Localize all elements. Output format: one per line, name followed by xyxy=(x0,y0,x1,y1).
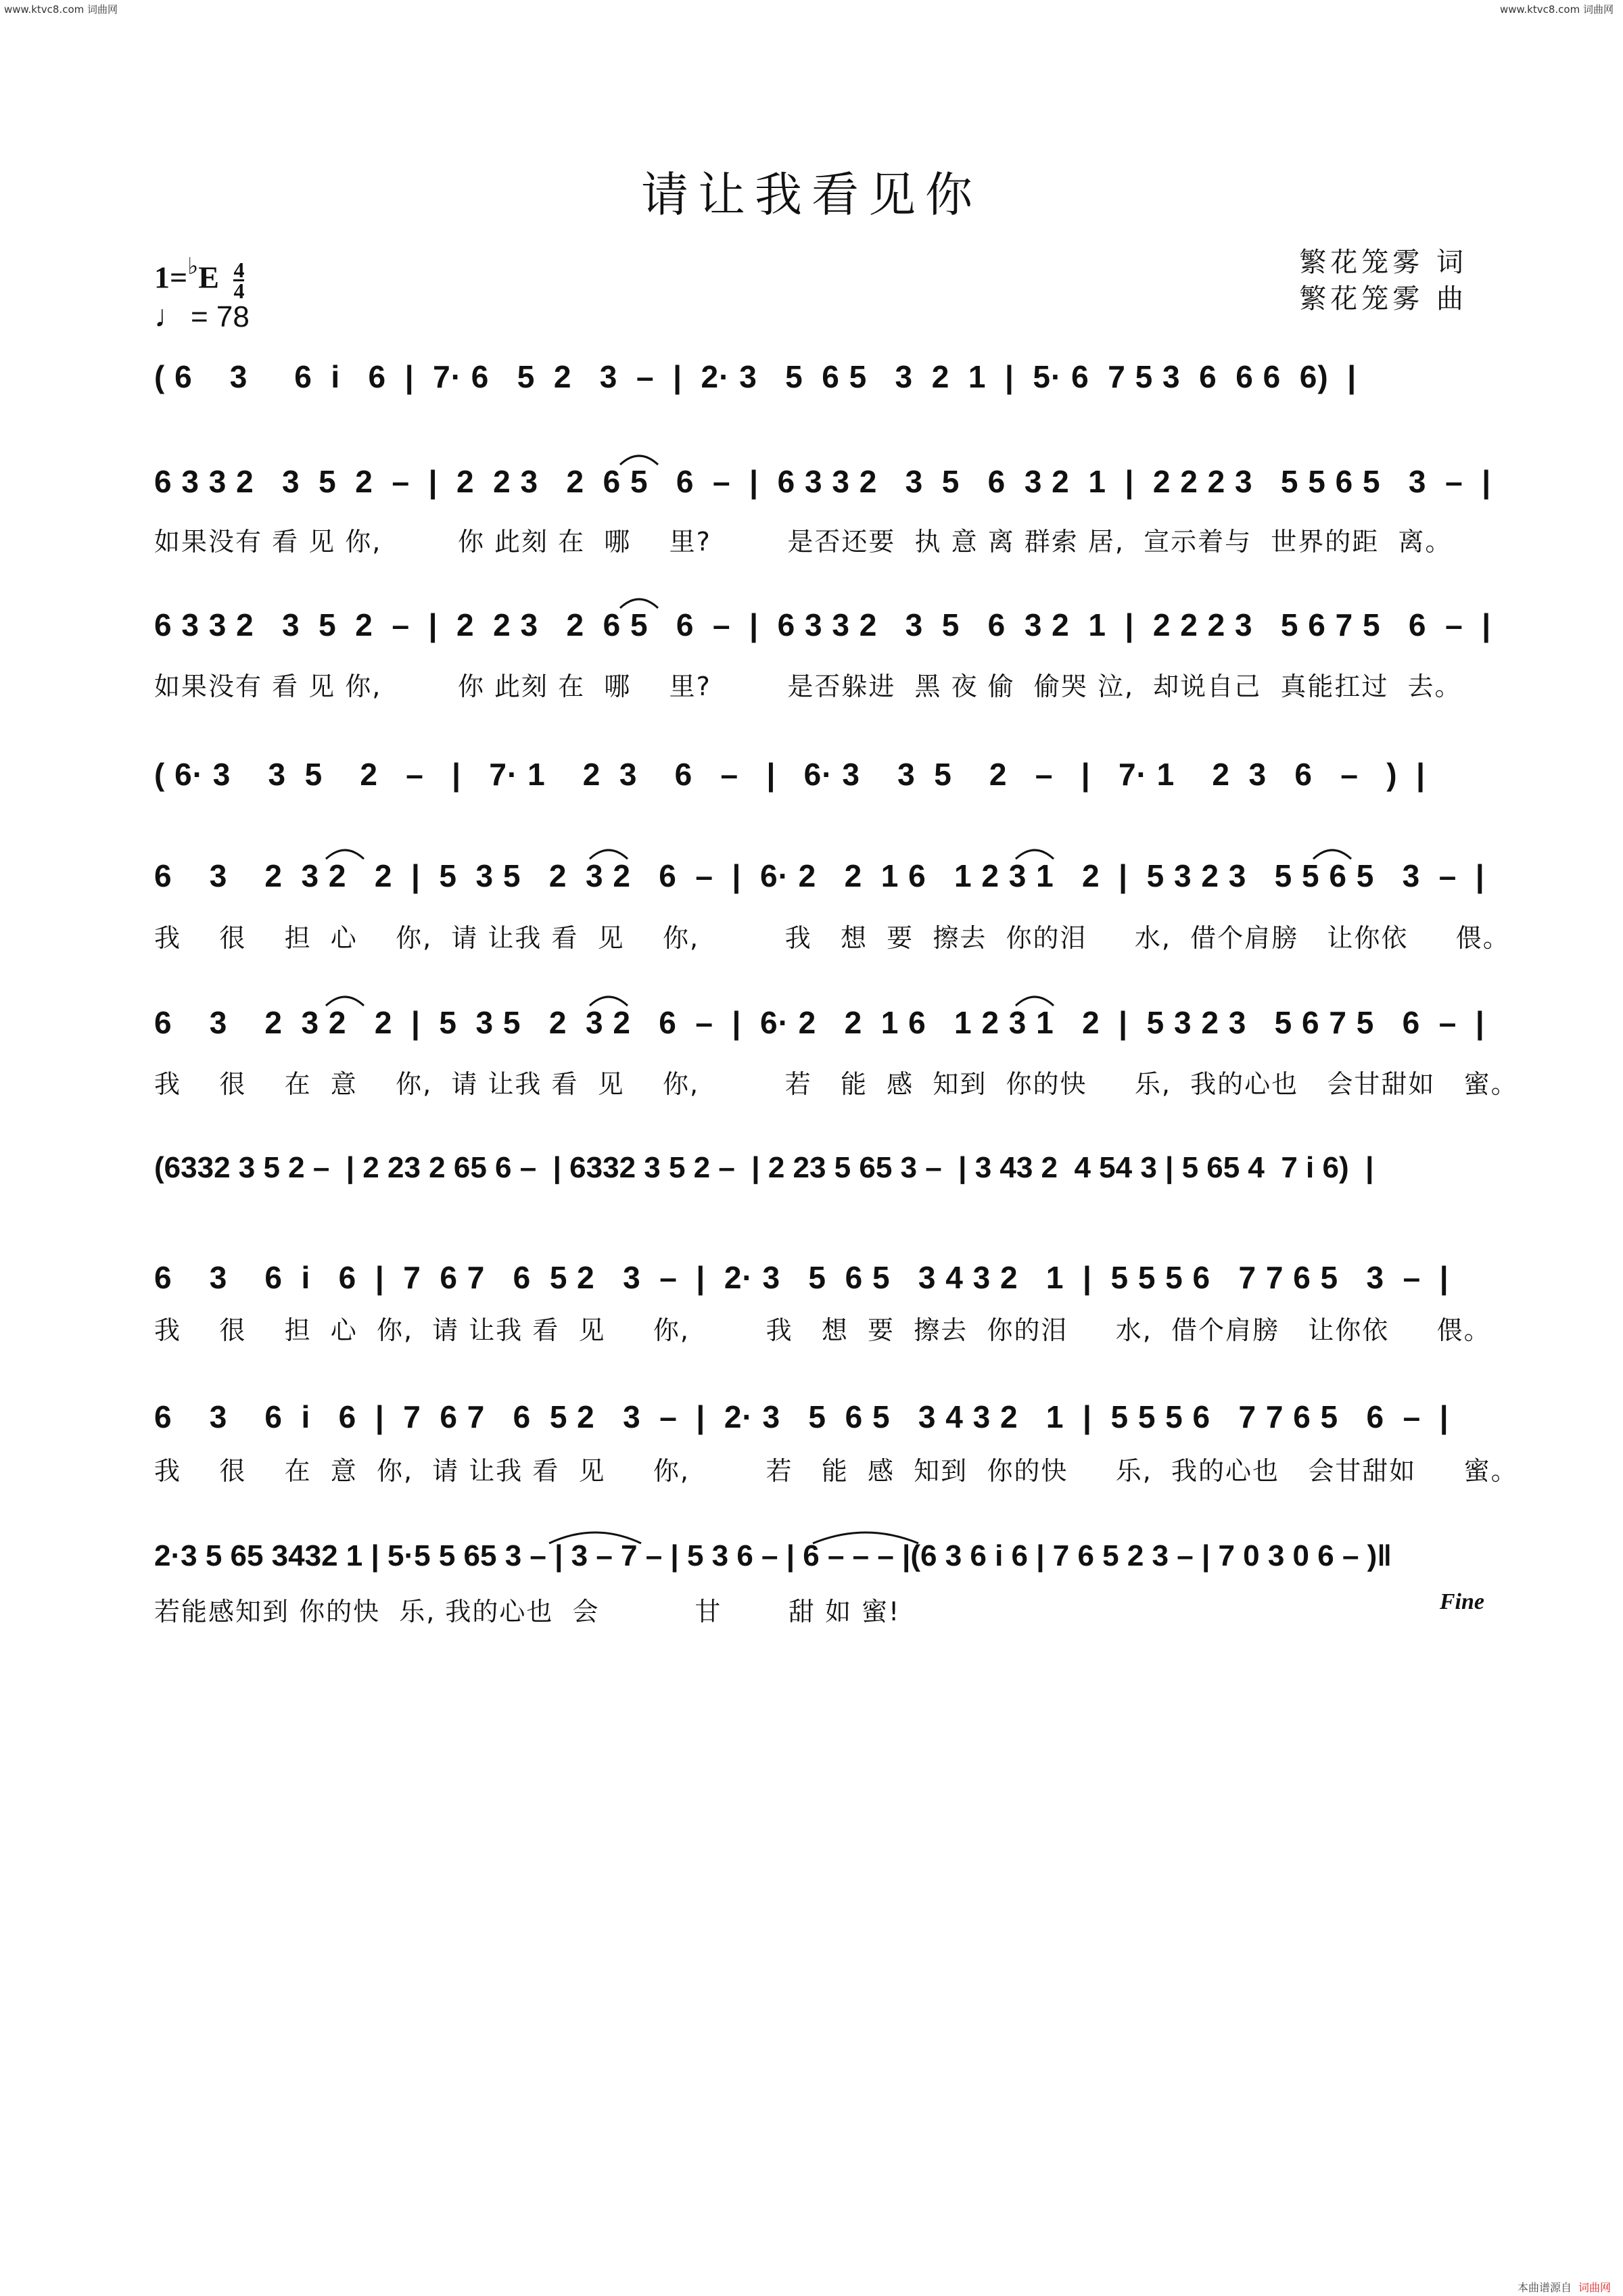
composer-credit: 繁花笼雾 曲 xyxy=(1299,283,1467,314)
lyric-line: 我 很 担 心 你, 请 让我 看 见 你, 我 想 要 擦去 你的泪 水, 借个肩膀 让你依 偎。 xyxy=(154,923,1510,953)
footer-site-link[interactable]: 词曲网 xyxy=(1578,2281,1611,2294)
lyric-line: 如果没有 看 见 你, 你 此刻 在 哪 里? 是否躲进 黑 夜 偷 偷哭 泣, 却说自己 真能扛过 去。 xyxy=(154,672,1462,701)
header-left-site: www.ktvc8.com 词曲网 xyxy=(4,3,118,16)
key-tonic: E xyxy=(198,260,219,295)
notation-line: ( 6 3 6 i 6 | 7· 6 5 2 3 – | 2· 3 5 6 5 3 2 1 | 5· 6 7 5 3 6 6 6 6) | xyxy=(154,359,1357,394)
notation-line: ( 6· 3 3 5 2 – | 7· 1 2 3 6 – | 6· 3 3 5 2 – | 7· 1 2 3 6 – ) | xyxy=(154,757,1426,792)
staff-row-8 xyxy=(154,1259,1473,1313)
staff-row-9 xyxy=(154,1399,1473,1453)
slur-mark xyxy=(1014,844,1055,860)
slur-mark xyxy=(1014,991,1055,1007)
header-right-site: www.ktvc8.com 词曲网 xyxy=(1499,3,1614,16)
notation-line: 6 3 2 3 2 2 | 5 3 5 2 3 2 6 – | 6· 2 2 1 6 1 2 3 1 2 | 5 3 2 3 5 5 6 5 3 – | xyxy=(154,858,1485,893)
time-bottom: 4 xyxy=(233,279,245,304)
slur-mark xyxy=(588,844,629,860)
lyric-line: 如果没有 看 见 你, 你 此刻 在 哪 里? 是否还要 执 意 离 群索 居, 宣示着与 世界的距 离。 xyxy=(154,527,1453,557)
staff-row-4 xyxy=(154,756,1473,810)
tempo-marking xyxy=(154,298,250,334)
lyric-line: 我 很 担 心 你, 请 让我 看 见 你, 我 想 要 擦去 你的泪 水, 借个肩膀 让你依 偎。 xyxy=(154,1315,1491,1345)
staff-row-1 xyxy=(154,358,1473,413)
lyric-line: 我 很 在 意 你, 请 让我 看 见 你, 若 能 感 知到 你的快 乐, 我的心也 会甘甜如 蜜。 xyxy=(154,1456,1518,1486)
footer-source xyxy=(1518,2279,1611,2295)
slur-mark xyxy=(325,991,365,1007)
time-top: 4 xyxy=(233,258,245,283)
slur-mark xyxy=(325,844,365,860)
time-signature xyxy=(233,258,245,304)
key-signature xyxy=(154,254,245,304)
tempo-value: = 78 xyxy=(191,300,250,333)
slur-mark xyxy=(588,991,629,1007)
footer-source-text: 本曲谱源自 xyxy=(1517,2281,1572,2294)
fine-marking: Fine xyxy=(1439,1589,1484,1614)
staff-row-7 xyxy=(154,1151,1473,1205)
slur-mark xyxy=(548,1526,642,1545)
notation-line: 6 3 6 i 6 | 7 6 7 6 5 2 3 – | 2· 3 5 6 5 3 4 3 2 1 | 5 5 5 6 7 7 6 5 6 – | xyxy=(154,1399,1449,1434)
staff-row-3 xyxy=(154,607,1492,661)
staff-row-10 xyxy=(154,1539,1473,1593)
slur-mark xyxy=(619,450,659,466)
staff-row-6 xyxy=(154,1004,1485,1058)
notation-line: 6 3 3 2 3 5 2 – | 2 2 3 2 6 5 6 – | 6 3 3 2 3 5 6 3 2 1 | 2 2 2 3 5 5 6 5 3 – | xyxy=(154,464,1492,499)
staff-row-5 xyxy=(154,858,1485,912)
notation-line: (6332 3 5 2 – | 2 23 2 65 6 – | 6332 3 5 2 – | 2 23 5 65 3 – | 3 43 2 4 54 3 | 5 65 4 7 i 6) | xyxy=(154,1151,1374,1184)
lyric-line: 若能感知到 你的快 乐, 我的心也 会 甘 甜 如 蜜! xyxy=(154,1597,901,1626)
lyric-line: 我 很 在 意 你, 请 让我 看 见 你, 若 能 感 知到 你的快 乐, 我的心也 会甘甜如 蜜。 xyxy=(154,1069,1518,1099)
notation-line: 2·3 5 65 3432 1 | 5·5 5 65 3 – | 3 – 7 – | 5 3 6 – | 6 – – – |(6 3 6 i 6 | 7 6 5 2 3 – | 7 0 3 0 6 – )‖ xyxy=(154,1539,1392,1572)
flat-sign: ♭ xyxy=(187,254,199,279)
key-prefix: 1= xyxy=(154,260,188,295)
staff-row-2 xyxy=(154,463,1492,517)
song-title: 请让我看见你 xyxy=(641,167,982,222)
slur-mark xyxy=(812,1526,920,1545)
notation-line: 6 3 3 2 3 5 2 – | 2 2 3 2 6 5 6 – | 6 3 3 2 3 5 6 3 2 1 | 2 2 2 3 5 6 7 5 6 – | xyxy=(154,607,1492,642)
notation-line: 6 3 2 3 2 2 | 5 3 5 2 3 2 6 – | 6· 2 2 1 6 1 2 3 1 2 | 5 3 2 3 5 6 7 5 6 – | xyxy=(154,1005,1485,1040)
notation-line: 6 3 6 i 6 | 7 6 7 6 5 2 3 – | 2· 3 5 6 5 3 4 3 2 1 | 5 5 5 6 7 7 6 5 3 – | xyxy=(154,1260,1449,1295)
lyricist-credit: 繁花笼雾 词 xyxy=(1299,247,1467,278)
slur-mark xyxy=(619,593,659,609)
quarter-note-icon: ♩ xyxy=(154,298,185,333)
slur-mark xyxy=(1312,844,1352,860)
